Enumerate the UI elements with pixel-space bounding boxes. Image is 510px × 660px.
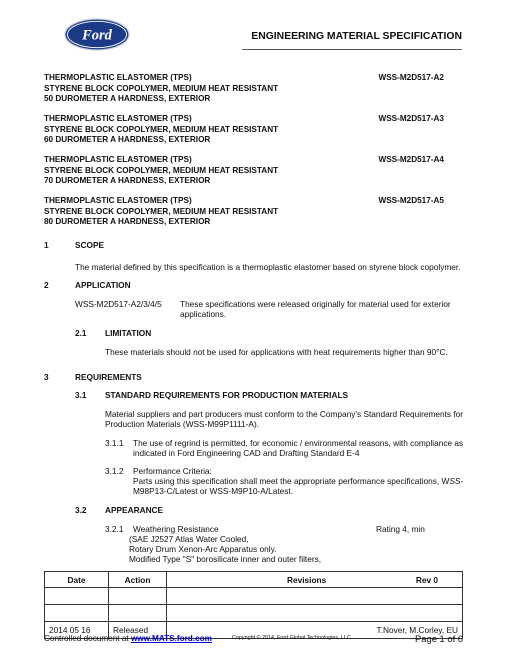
header-date: Date (45, 572, 109, 588)
cell-action (109, 605, 167, 622)
spec-block-a5 (44, 196, 464, 228)
header-rev: Rev 0 (415, 574, 438, 585)
section-number: 3.1 (75, 390, 87, 400)
performance-title: Performance Criteria: (133, 466, 212, 476)
spec-title-line: THERMOPLASTIC ELASTOMER (TPS) (44, 73, 192, 82)
section-title-appearance: APPEARANCE (105, 505, 164, 515)
revision-table-header (45, 572, 463, 588)
copyright-notice: Copyright © 2014, Ford Global Technologies, LLC (232, 635, 351, 641)
section-number: 3.2 (75, 505, 87, 515)
cell-revisions (167, 605, 463, 622)
scope-text: The material defined by this specification is a thermoplastic elastomer based on styrene block copolymer. (75, 262, 461, 272)
cell-date: 2014 05 16 (45, 622, 109, 639)
section-number: 3 (44, 372, 49, 382)
performance-text-b: SS- (449, 476, 464, 486)
table-row (45, 588, 463, 605)
cell-action: Released (109, 622, 167, 639)
section-title-limitation: LIMITATION (105, 328, 152, 338)
spec-title-line: 60 DUROMETER A HARDNESS, EXTERIOR (44, 135, 211, 145)
cell-date (45, 605, 109, 622)
section-number: 2 (44, 280, 49, 290)
application-code: WSS-M2D517-A2/3/4/5 (75, 299, 162, 309)
standard-requirements-text: Material suppliers and part producers must conform to the Company's Standard Requirements for Production Materials (WSS-M99P1111-A). (105, 409, 464, 430)
section-title-requirements: REQUIREMENTS (75, 372, 142, 382)
cell-action (109, 588, 167, 605)
ford-logo-text: Ford (82, 27, 112, 44)
weathering-detail-line: Modified Type "S" borosilicate inner and outer filters, (129, 554, 322, 564)
header-revisions: Revisions (287, 574, 327, 585)
spec-block-a2 (44, 73, 464, 105)
section-number: 1 (44, 240, 49, 250)
spec-title-line: 80 DUROMETER A HARDNESS, EXTERIOR (44, 217, 211, 227)
application-text: These specifications were released originally for material used for exterior applications. (180, 299, 451, 320)
spec-block-a4 (44, 155, 464, 187)
subsection-number: 3.1.2 (105, 466, 124, 476)
table-row (45, 605, 463, 622)
spec-title-line: 50 DUROMETER A HARDNESS, EXTERIOR (44, 94, 211, 104)
spec-title-line: STYRENE BLOCK COPOLYMER, MEDIUM HEAT RESISTANT (44, 165, 279, 175)
weathering-title: Weathering Resistance (133, 524, 219, 534)
spec-block-a3 (44, 114, 464, 146)
controlled-document-note (44, 634, 212, 643)
mats-link[interactable]: www.MATS.ford.com (130, 634, 212, 643)
spec-title-line: THERMOPLASTIC ELASTOMER (TPS) (44, 155, 192, 164)
spec-code: WSS-M2D517-A2 (378, 73, 444, 82)
section-title-application: APPLICATION (75, 280, 131, 290)
controlled-prefix: Controlled document at (44, 634, 131, 643)
section-number: 2.1 (75, 328, 87, 338)
spec-code: WSS-M2D517-A4 (378, 155, 444, 164)
page-number: Page 1 of 6 (415, 633, 463, 644)
spec-code: WSS-M2D517-A5 (378, 196, 444, 205)
section-title-scope: SCOPE (75, 240, 105, 250)
weathering-rating: Rating 4, min (376, 524, 425, 534)
spec-title-line: THERMOPLASTIC ELASTOMER (TPS) (44, 196, 192, 205)
limitation-text: These materials should not be used for applications with heat requirements higher than 90°C. (105, 347, 448, 357)
subsection-number: 3.2.1 (105, 524, 124, 534)
revision-table (44, 571, 463, 639)
performance-text-c: M98P13-C/Latest or WSS-M9P10-A/Latest. (133, 486, 294, 497)
cell-revisions (167, 588, 463, 605)
title-divider (242, 49, 462, 50)
header-action: Action (109, 572, 167, 588)
cell-revisions: T.Nover, M.Corley, EU (167, 622, 463, 639)
spec-code: WSS-M2D517-A3 (378, 114, 444, 123)
spec-title-line: STYRENE BLOCK COPOLYMER, MEDIUM HEAT RESISTANT (44, 83, 279, 93)
regrind-text: The use of regrind is permitted, for economic / environmental reasons, with compliance as indicated in Ford Engineering CAD and Drafting Standard E-4 (133, 438, 464, 459)
header-revisions-cell (167, 572, 463, 588)
spec-title-line: STYRENE BLOCK COPOLYMER, MEDIUM HEAT RESISTANT (44, 124, 279, 134)
weathering-detail-line: Rotary Drum Xenon-Arc Apparatus only. (129, 544, 277, 554)
ford-logo (64, 18, 130, 51)
document-title: ENGINEERING MATERIAL SPECIFICATION (251, 31, 462, 42)
subsection-number: 3.1.1 (105, 438, 124, 448)
performance-text-a: Parts using this specification shall meet the appropriate performance specifications, W (133, 476, 450, 486)
performance-text (133, 476, 473, 497)
spec-title-line: STYRENE BLOCK COPOLYMER, MEDIUM HEAT RESISTANT (44, 206, 279, 216)
cell-date (45, 588, 109, 605)
section-title-standard-requirements: STANDARD REQUIREMENTS FOR PRODUCTION MATERIALS (105, 390, 349, 400)
weathering-detail-line: (SAE J2527 Atlas Water Cooled, (129, 534, 249, 544)
spec-title-line: THERMOPLASTIC ELASTOMER (TPS) (44, 114, 192, 123)
spec-title-line: 70 DUROMETER A HARDNESS, EXTERIOR (44, 176, 211, 186)
